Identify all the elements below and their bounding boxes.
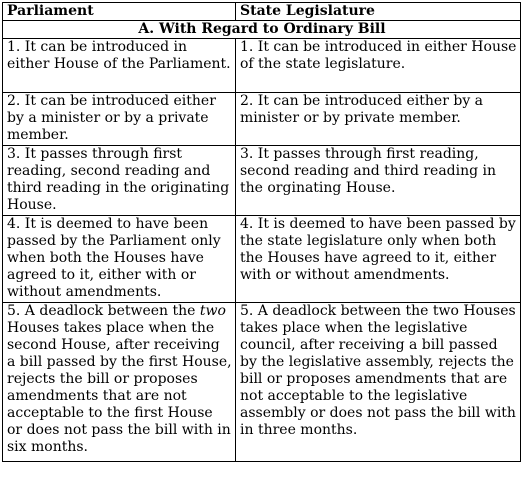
header-row: [3, 3, 521, 21]
table-row: [3, 303, 521, 462]
state-cell: 5. A deadlock between the two Houses takes place when the legislative council, after receiving a bill passed by the legislative assembly, rejects the bill or proposes amendments that are not acceptable to the legislative assembly or does not pass the bill with in three months.: [236, 303, 521, 462]
section-title: A. With Regard to Ordinary Bill: [3, 21, 521, 39]
comparison-table: [2, 2, 521, 462]
header-parliament: Parliament: [3, 3, 236, 21]
cell-text-emphasis: two: [199, 303, 226, 319]
cell-text-after: Houses takes place when the second House, after receiving a bill passed by the first House, rejects the bill or proposes amendments that are not acceptable to the first House or does not pass the bill with in six months.: [7, 320, 232, 455]
table-row: [3, 146, 521, 216]
header-state-legislature: State Legislature: [236, 3, 521, 21]
parliament-cell: 4. It is deemed to have been passed by the Parliament only when both the Houses have agreed to it, either with or without amendments.: [3, 216, 236, 303]
state-cell: 4. It is deemed to have been passed by the state legislature only when both the Houses have agreed to it, either with or without amendments.: [236, 216, 521, 303]
table-row: [3, 39, 521, 93]
table-row: [3, 216, 521, 303]
table-row: [3, 93, 521, 146]
parliament-cell: 2. It can be introduced either by a minister or by a private member.: [3, 93, 236, 146]
parliament-cell: [3, 303, 236, 462]
cell-text-before: 5. A deadlock between the: [7, 303, 200, 319]
parliament-cell: 1. It can be introduced in either House of the Parliament.: [3, 39, 236, 93]
state-cell: 2. It can be introduced either by a minister or by private member.: [236, 93, 521, 146]
parliament-cell: 3. It passes through first reading, second reading and third reading in the originating House.: [3, 146, 236, 216]
state-cell: 1. It can be introduced in either House of the state legislature.: [236, 39, 521, 93]
state-cell: 3. It passes through first reading, second reading and third reading in the orginating House.: [236, 146, 521, 216]
section-row: [3, 21, 521, 39]
